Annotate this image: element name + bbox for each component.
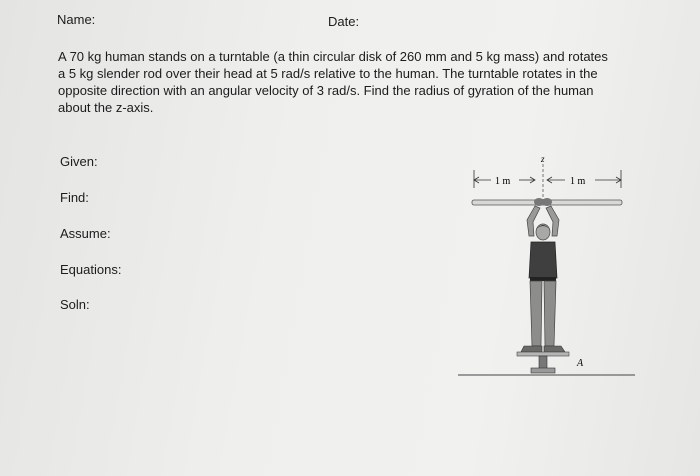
problem-line: a 5 kg slender rod over their head at 5 rad/s relative to the human. The turntable rotates in the	[58, 66, 598, 81]
right-shoe	[544, 346, 565, 352]
turntable-base	[531, 368, 555, 373]
left-dimension-label: 1 m	[495, 176, 511, 187]
head	[536, 224, 550, 240]
problem-line: A 70 kg human stands on a turntable (a thin circular disk of 260 mm and 5 kg mass) and rotates	[58, 49, 608, 64]
problem-line: about the z-axis.	[58, 100, 154, 115]
assume-label: Assume:	[60, 226, 111, 241]
left-leg	[530, 281, 542, 346]
z-axis-label: z	[541, 154, 545, 164]
right-leg	[544, 281, 556, 346]
left-shoe	[521, 346, 542, 352]
human-turntable-figure	[455, 150, 640, 385]
torso	[529, 242, 557, 278]
right-hand	[542, 198, 552, 206]
problem-statement	[58, 48, 658, 116]
point-a-label: A	[577, 358, 584, 369]
soln-label: Soln:	[60, 297, 90, 312]
turntable-disk	[517, 352, 569, 356]
right-dimension-label: 1 m	[570, 176, 586, 187]
name-label: Name:	[57, 12, 96, 27]
given-label: Given:	[60, 154, 98, 169]
problem-line: opposite direction with an angular velocity of 3 rad/s. Find the radius of gyration of the human	[58, 83, 594, 98]
equations-label: Equations:	[60, 262, 122, 277]
find-label: Find:	[60, 190, 89, 205]
date-label: Date:	[328, 14, 360, 29]
belt	[530, 277, 556, 281]
